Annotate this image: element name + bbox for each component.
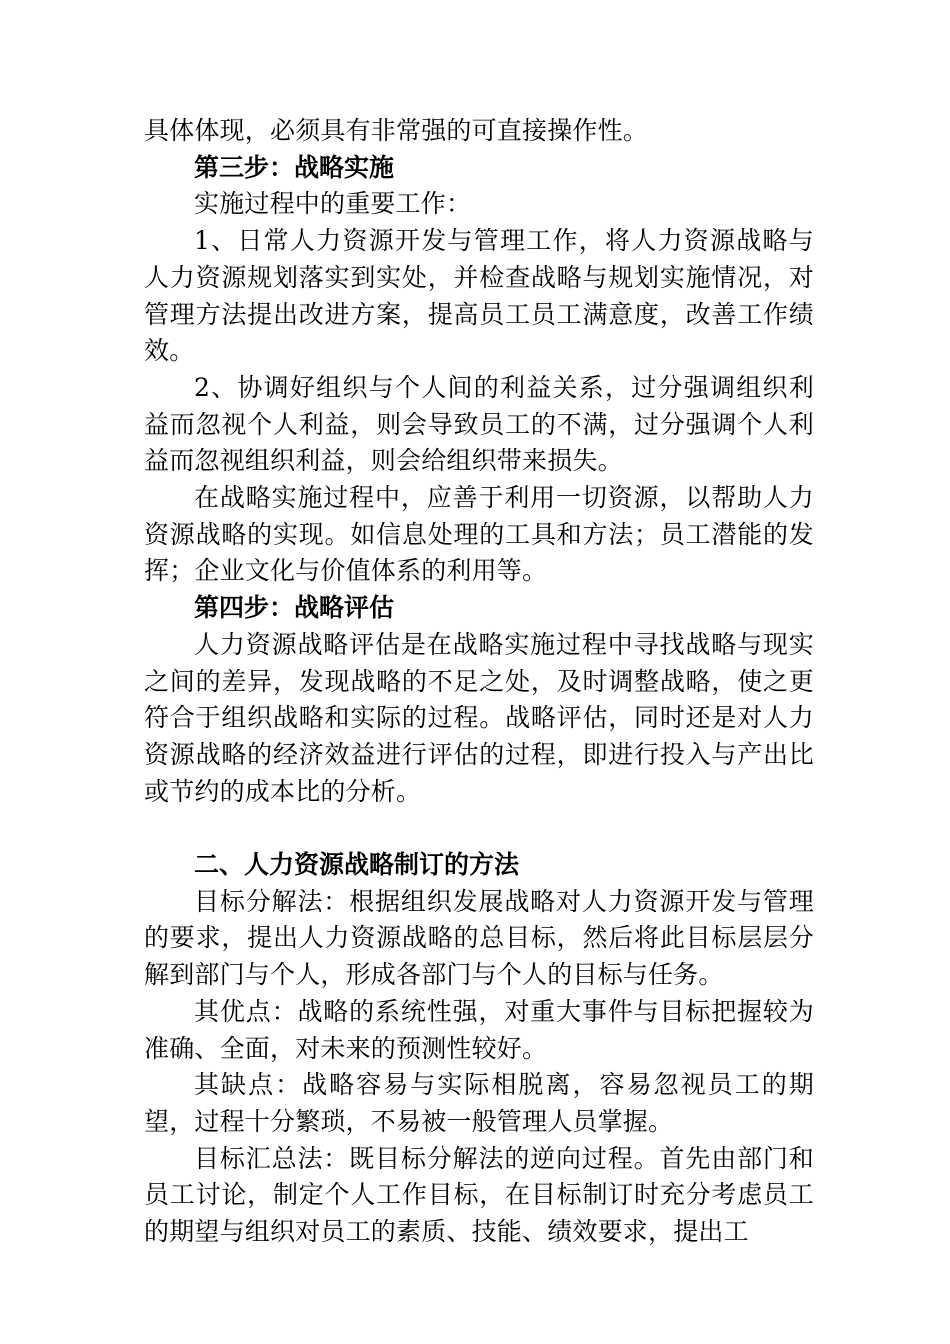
paragraph-implementation-intro: 实施过程中的重要工作： — [194, 189, 472, 219]
paragraph-implementation-item-1: 1、日常人力资源开发与管理工作，将人力资源战略与人力资源规划落实到实处，并检查战略与规划实施情况，对管理方法提出改进方案，提高员工员工满意度，改善工作绩效。 — [144, 226, 814, 366]
document-page — [144, 113, 814, 1251]
paragraph-aggregation-method: 目标汇总法：既目标分解法的逆向过程。首先由部门和员工讨论，制定个人工作目标，在目标制订时充分考虑员工的期望与组织对员工的素质、技能、绩效要求，提出工 — [144, 1143, 814, 1247]
paragraph-continuation: 具体体现，必须具有非常强的可直接操作性。 — [144, 116, 649, 145]
heading-section-two: 二、人力资源战略制订的方法 — [194, 850, 520, 880]
heading-step-three: 第三步：战略实施 — [194, 152, 395, 182]
paragraph-implementation-item-2: 2、协调好组织与个人间的利益关系，过分强调组织利益而忽视个人利益，则会导致员工的不满，过分强调个人利益而忽视组织利益，则会给组织带来损失。 — [144, 372, 814, 476]
paragraph-implementation-resources: 在战略实施过程中，应善于利用一切资源，以帮助人力资源战略的实现。如信息处理的工具和方法；员工潜能的发挥；企业文化与价值体系的利用等。 — [144, 483, 814, 586]
paragraph-evaluation: 人力资源战略评估是在战略实施过程中寻找战略与现实之间的差异，发现战略的不足之处，及时调整战略，使之更符合于组织战略和实际的过程。战略评估，同时还是对人力资源战略的经济效益进行评估的过程，即进行投入与产出比或节约的成本比的分析。 — [144, 629, 814, 806]
paragraph-decomposition-method: 目标分解法：根据组织发展战略对人力资源开发与管理的要求，提出人力资源战略的总目标，然后将此目标层层分解到部门与个人，形成各部门与个人的目标与任务。 — [144, 886, 814, 990]
paragraph-disadvantages: 其缺点：战略容易与实际相脱离，容易忽视员工的期望，过程十分繁琐，不易被一般管理人员掌握。 — [144, 1070, 814, 1136]
blank-line — [144, 810, 814, 847]
paragraph-advantages: 其优点：战略的系统性强，对重大事件与目标把握较为准确、全面，对未来的预测性较好。 — [144, 996, 814, 1063]
heading-step-four: 第四步：战略评估 — [194, 593, 395, 623]
